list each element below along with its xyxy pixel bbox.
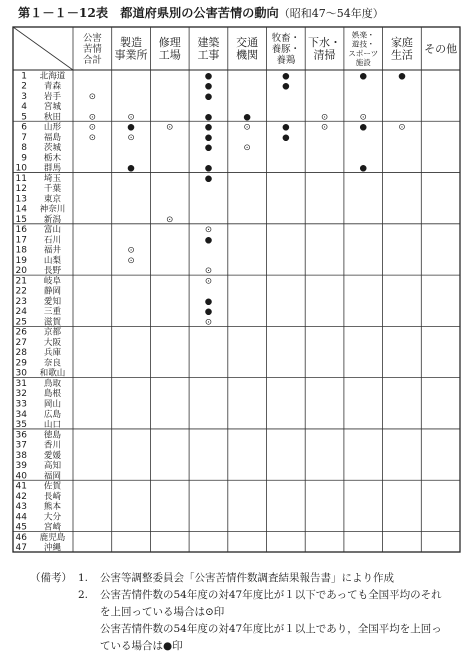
- trend-mark: ●: [359, 122, 367, 133]
- trend-mark: ⊙: [166, 122, 174, 133]
- row-number: 18: [15, 245, 27, 256]
- column-header-text: 苦情: [82, 43, 102, 55]
- column-header-text: 機関: [236, 48, 259, 62]
- prefecture-name: 茨城: [43, 143, 62, 154]
- row-number: 27: [15, 337, 27, 348]
- prefecture-name: 群馬: [43, 163, 62, 174]
- row-number: 2: [21, 81, 27, 92]
- prefecture-name: 長崎: [43, 491, 62, 502]
- row-number: 40: [15, 471, 27, 482]
- column-header-text: 遊技・: [351, 39, 375, 49]
- trend-mark: ⊙: [127, 112, 135, 123]
- column-header-text: 牧畜・: [271, 32, 300, 44]
- row-number: 16: [15, 225, 27, 236]
- prefecture-name: 広島: [43, 409, 62, 420]
- row-number: 45: [15, 522, 27, 533]
- prefecture-name: 熊本: [43, 502, 62, 513]
- trend-mark: ●: [282, 122, 290, 133]
- prefecture-name: 東京: [43, 194, 62, 205]
- column-header-text: 清掃: [313, 48, 336, 62]
- prefecture-name: 福井: [43, 245, 62, 256]
- trend-mark: ⊙: [359, 112, 367, 123]
- prefecture-name: 秋田: [43, 112, 62, 123]
- trend-mark: ⊙: [127, 255, 135, 266]
- trend-mark: ●: [204, 307, 213, 318]
- prefecture-name: 佐賀: [43, 481, 62, 492]
- prefecture-name: 新潟: [43, 214, 62, 225]
- row-number: 26: [15, 327, 27, 338]
- prefecture-name: 長野: [43, 266, 62, 277]
- notes-label: （備考）: [30, 572, 72, 584]
- column-header-text: 事業所: [114, 48, 148, 62]
- prefecture-name: 山形: [43, 122, 62, 133]
- note-text: 公害等調整委員会「公害苦情件数調査結果報告書」により作成: [100, 572, 394, 584]
- trend-mark: ●: [359, 163, 367, 174]
- column-header-text: 娯楽・: [351, 30, 375, 40]
- trend-mark: ●: [204, 163, 213, 174]
- prefecture-name: 大阪: [43, 337, 62, 348]
- trend-mark: ●: [282, 81, 290, 92]
- row-number: 38: [15, 450, 27, 461]
- trend-mark: ●: [359, 71, 367, 82]
- row-number: 25: [15, 317, 27, 328]
- column-header-text: その他: [424, 42, 458, 56]
- row-number: 6: [21, 122, 27, 133]
- row-number: 15: [15, 214, 27, 225]
- trend-mark: ⊙: [204, 225, 213, 236]
- title-period: （昭和47～54年度）: [278, 7, 384, 20]
- column-header-text: 施設: [355, 57, 371, 67]
- row-number: 39: [15, 461, 27, 472]
- trend-mark: ⊙: [88, 122, 96, 133]
- row-number: 19: [15, 255, 27, 266]
- row-number: 33: [15, 399, 27, 410]
- trend-mark: ⊙: [204, 266, 213, 277]
- row-number: 41: [15, 481, 27, 492]
- prefecture-name: 福島: [43, 132, 62, 143]
- trend-mark: ⊙: [398, 122, 406, 133]
- prefecture-name: 愛知: [43, 296, 62, 307]
- row-number: 20: [15, 266, 27, 277]
- trend-mark: ⊙: [127, 245, 135, 256]
- row-number: 10: [15, 163, 27, 174]
- row-number: 4: [21, 102, 27, 113]
- title-main: 第１－１－12表 都道府県別の公害苦情の動向: [18, 6, 279, 20]
- column-header-text: 交通: [236, 36, 259, 50]
- column-header-text: 合計: [82, 54, 102, 66]
- prefecture-name: 岩手: [43, 91, 62, 102]
- trend-mark: ●: [127, 122, 135, 133]
- column-header-text: 修理: [158, 36, 181, 50]
- trend-mark: ●: [282, 71, 290, 82]
- row-number: 42: [15, 491, 27, 502]
- prefecture-name: 宮崎: [43, 522, 62, 533]
- trend-mark: ⊙: [88, 91, 96, 102]
- column-header-text: 建築: [197, 36, 220, 50]
- row-number: 30: [15, 368, 27, 379]
- prefecture-name: 岐阜: [43, 276, 62, 287]
- trend-mark: ●: [204, 112, 213, 123]
- column-header-text: 養豚・: [271, 43, 300, 55]
- trend-mark: ●: [204, 91, 213, 102]
- trend-mark: ●: [398, 71, 406, 82]
- prefecture-name: 高知: [43, 461, 62, 472]
- prefecture-name: 神奈川: [39, 204, 66, 215]
- row-number: 8: [21, 143, 27, 154]
- note-text: 公害苦情件数の54年度の対47年度比が１以下であっても全国平均のそれ: [100, 589, 442, 601]
- row-number: 34: [15, 409, 27, 420]
- row-number: 24: [15, 307, 27, 318]
- row-number: 32: [15, 389, 27, 400]
- row-number: 21: [15, 276, 27, 287]
- prefecture-name: 京都: [43, 327, 62, 338]
- note-text: を上回っている場合は⊙印: [100, 606, 225, 618]
- prefecture-name: 青森: [43, 81, 62, 92]
- trend-mark: ●: [204, 235, 213, 246]
- prefecture-name: 徳島: [43, 430, 62, 441]
- column-header-text: 養鶏: [276, 54, 296, 66]
- prefecture-name: 宮城: [43, 102, 62, 113]
- prefecture-name: 千葉: [43, 184, 62, 195]
- trend-mark: ⊙: [127, 132, 135, 143]
- trend-mark: ●: [127, 163, 135, 174]
- row-number: 31: [15, 378, 27, 389]
- trend-mark: ●: [204, 132, 213, 143]
- row-number: 44: [15, 512, 27, 523]
- trend-mark: ●: [204, 71, 213, 82]
- trend-mark: ⊙: [204, 317, 213, 328]
- note-text: 公害苦情件数の54年度の対47年度比が１以上であり，全国平均を上回っ: [100, 623, 442, 635]
- prefecture-name: 北海道: [39, 71, 66, 82]
- column-header-text: 生活: [390, 48, 413, 62]
- row-number: 36: [15, 430, 27, 441]
- trend-mark: ⊙: [320, 122, 329, 133]
- row-number: 5: [21, 112, 27, 123]
- column-header-text: 工場: [158, 48, 181, 62]
- prefecture-name: 大分: [43, 512, 62, 523]
- prefecture-name: 石川: [43, 235, 62, 246]
- trend-mark: ⊙: [166, 214, 174, 225]
- prefecture-name: 愛媛: [43, 450, 62, 461]
- trend-mark: ⊙: [243, 122, 251, 133]
- row-number: 7: [21, 132, 27, 143]
- row-number: 47: [15, 543, 27, 554]
- column-header-text: 工事: [197, 48, 220, 62]
- note-number: 2.: [78, 589, 89, 601]
- prefecture-name: 滋賀: [43, 317, 62, 328]
- row-number: 13: [15, 194, 27, 205]
- note-number: 1.: [78, 572, 89, 584]
- row-number: 14: [15, 204, 27, 215]
- row-number: 3: [21, 91, 27, 102]
- trend-mark: ●: [243, 112, 251, 123]
- trend-mark: ⊙: [88, 112, 96, 123]
- row-number: 37: [15, 440, 27, 451]
- prefecture-name: 沖縄: [43, 543, 62, 554]
- column-header-text: 公害: [82, 32, 102, 44]
- row-number: 43: [15, 502, 27, 513]
- prefecture-name: 埼玉: [43, 173, 62, 184]
- prefecture-name: 島根: [43, 389, 62, 400]
- prefecture-name: 香川: [43, 440, 62, 451]
- trend-mark: ⊙: [88, 132, 96, 143]
- prefecture-name: 福岡: [43, 471, 62, 482]
- trend-mark: ⊙: [320, 112, 329, 123]
- row-number: 23: [15, 296, 27, 307]
- note-text: ている場合は●印: [100, 640, 183, 652]
- row-number: 1: [21, 71, 27, 82]
- row-number: 28: [15, 348, 27, 359]
- prefecture-name: 鳥取: [43, 378, 62, 389]
- prefecture-name: 和歌山: [39, 368, 66, 379]
- prefecture-name: 岡山: [43, 399, 62, 410]
- prefecture-name: 静岡: [43, 286, 62, 297]
- row-number: 35: [15, 420, 27, 431]
- row-number: 11: [15, 173, 27, 184]
- column-header-text: スポーツ: [348, 48, 379, 58]
- row-number: 46: [15, 532, 27, 543]
- prefecture-name: 奈良: [43, 358, 62, 369]
- table-frame: [13, 27, 460, 552]
- prefecture-name: 山梨: [43, 255, 62, 266]
- prefecture-name: 鹿児島: [39, 532, 66, 543]
- corner-diagonal: [13, 27, 73, 70]
- trend-mark: ●: [282, 132, 290, 143]
- trend-mark: ●: [204, 143, 213, 154]
- trend-mark: ●: [204, 81, 213, 92]
- column-header-text: 家庭: [390, 36, 413, 50]
- column-header-text: 下水・: [308, 36, 342, 50]
- prefecture-name: 山口: [43, 420, 62, 431]
- trend-mark: ⊙: [243, 143, 251, 154]
- prefecture-name: 栃木: [43, 153, 62, 164]
- row-number: 9: [21, 153, 27, 164]
- row-number: 17: [15, 235, 27, 246]
- prefecture-name: 富山: [43, 225, 62, 236]
- trend-mark: ●: [204, 296, 213, 307]
- trend-mark: ⊙: [204, 276, 213, 287]
- prefecture-name: 兵庫: [43, 348, 62, 359]
- row-number: 22: [15, 286, 27, 297]
- trend-mark: ●: [204, 122, 213, 133]
- column-header-text: 製造: [120, 36, 143, 50]
- row-number: 12: [15, 184, 27, 195]
- trend-mark: ●: [204, 173, 213, 184]
- row-number: 29: [15, 358, 27, 369]
- prefecture-name: 三重: [43, 307, 62, 318]
